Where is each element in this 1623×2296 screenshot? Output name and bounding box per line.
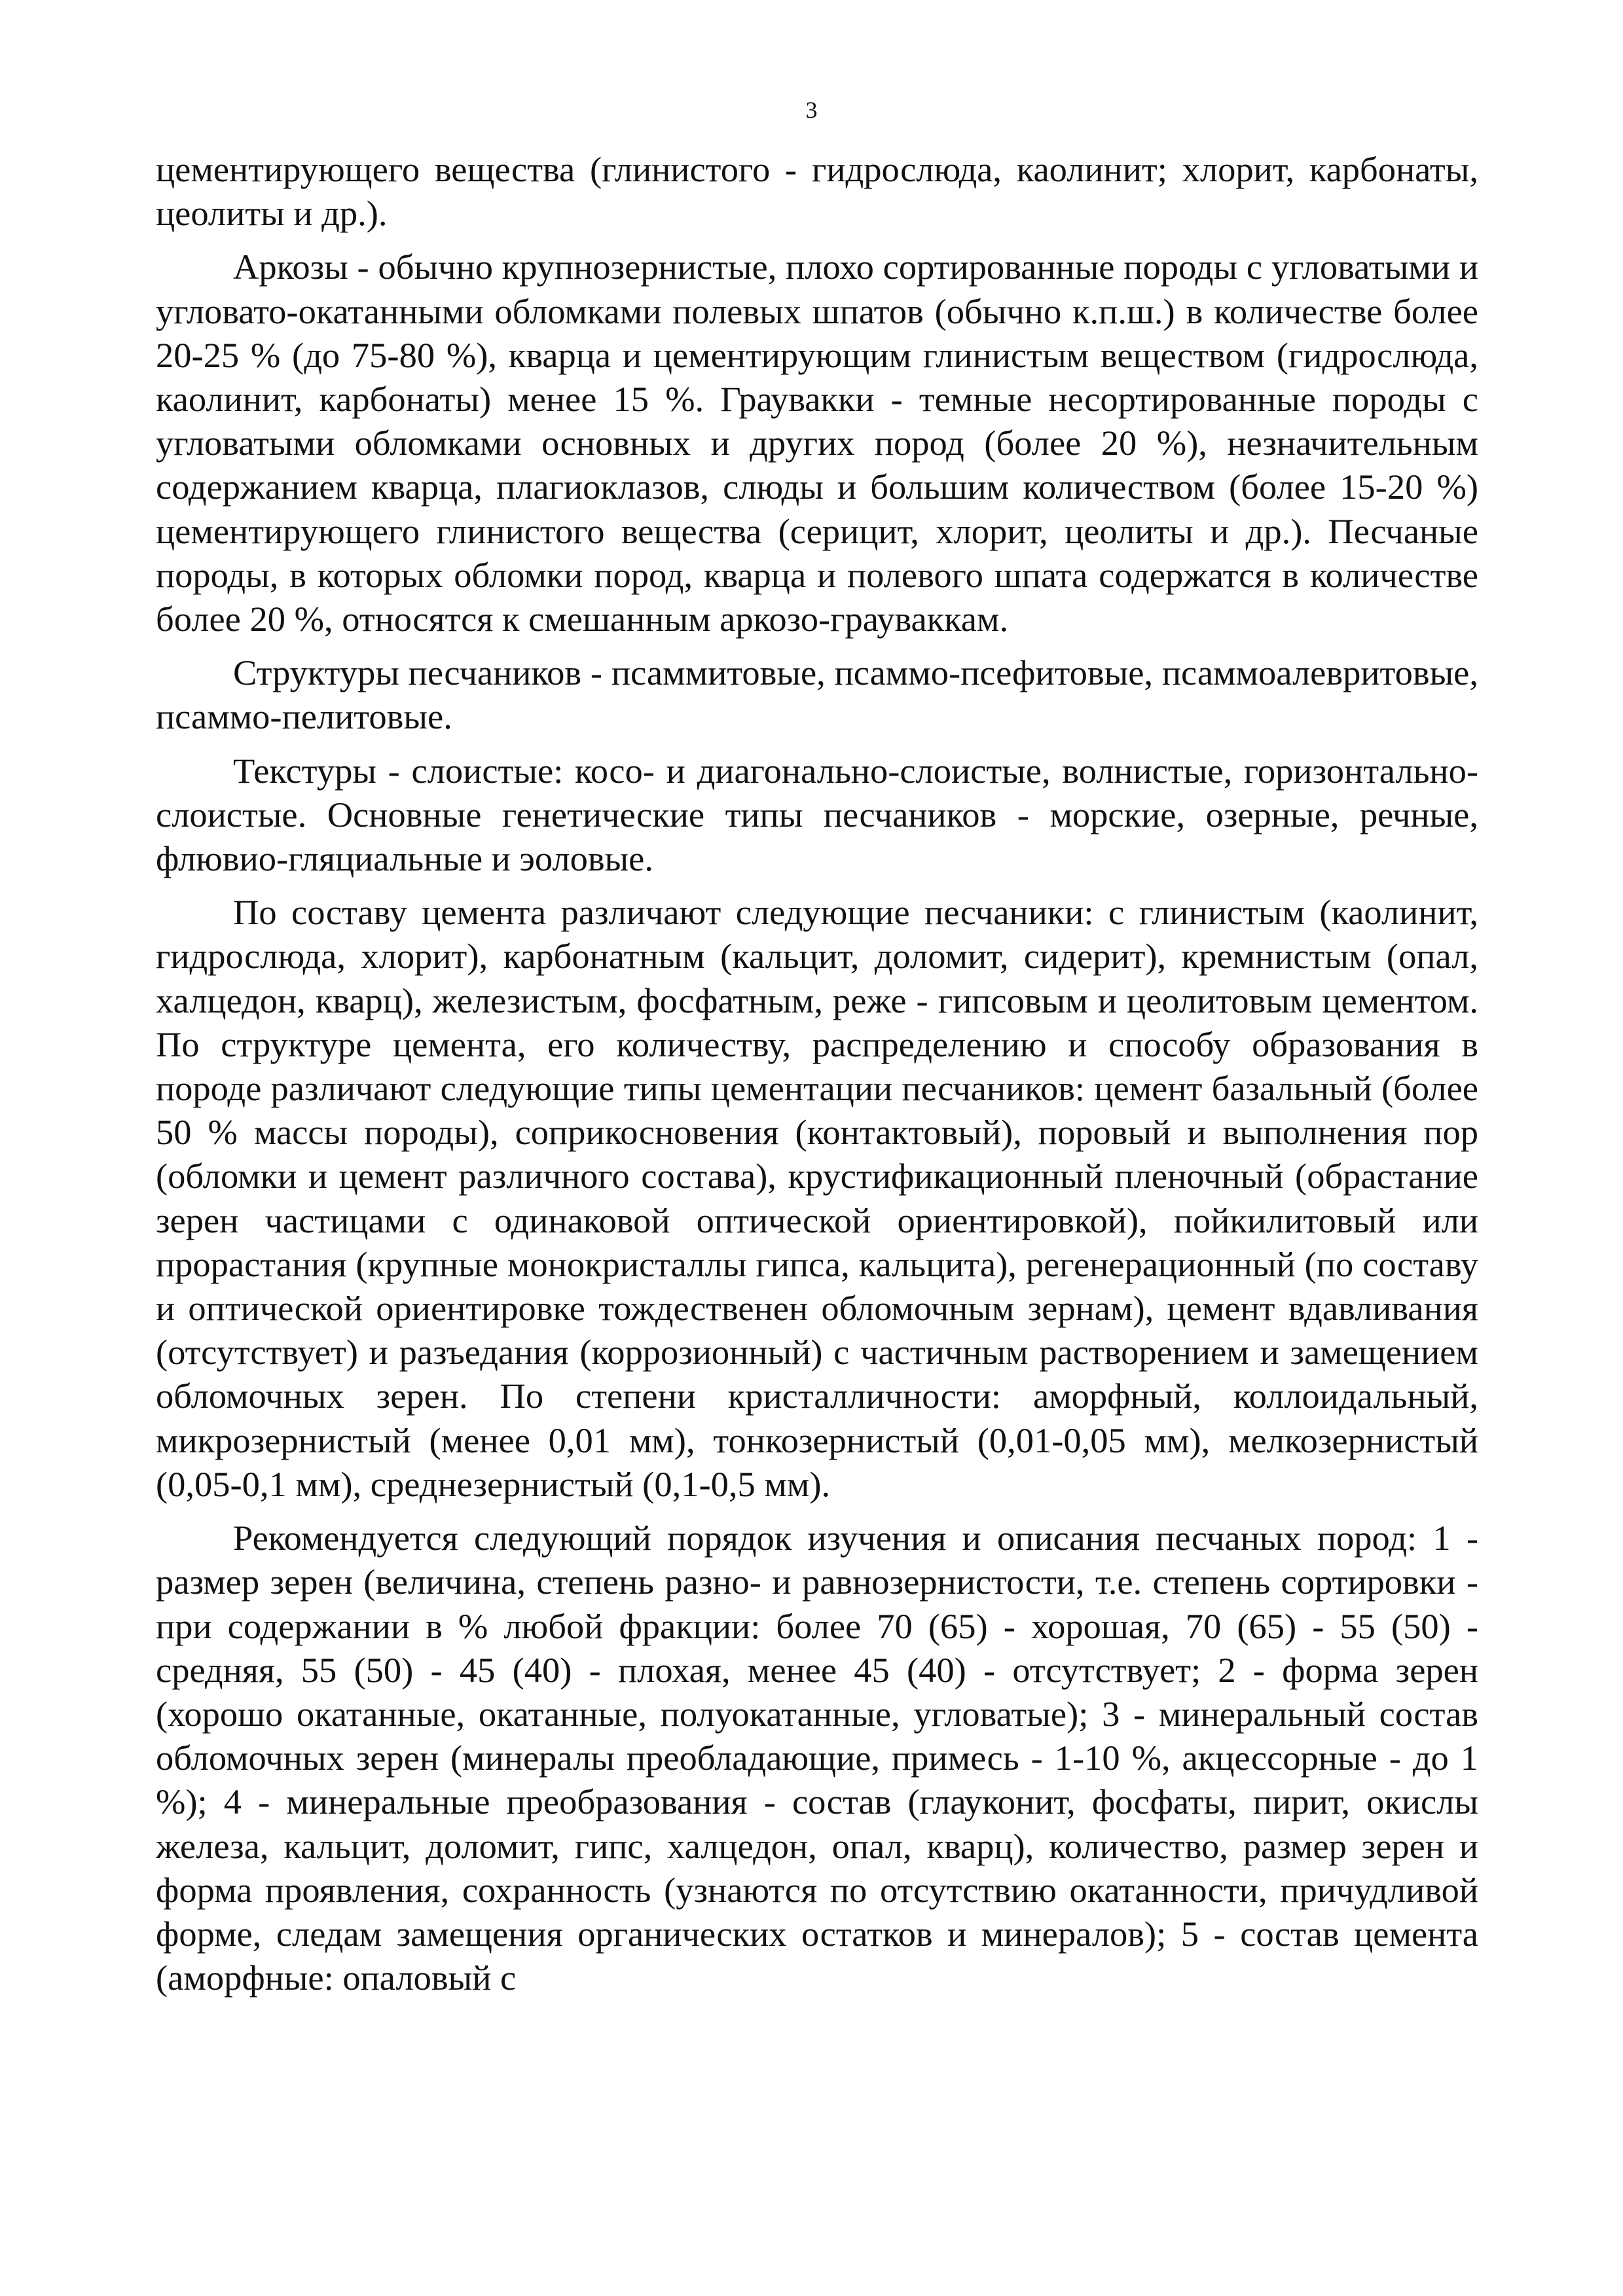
body-text: [156, 147, 1478, 2000]
paragraph-description-procedure: Рекомендуется следующий порядок изучения и описания песчаных пород: 1 - размер зерен (величина, степень разно- и равнозернистости, т.е. степень сортировки - при содержании в % любой фракции: более 70 (65) - хорошая, 70 (65) - 55 (50) - средняя, 55 (50) - 45 (40) - плохая, менее 45 (40) - отсутствует; 2 - форма зерен (хорошо окатанные, окатанные, полуокатанные, угловатые); 3 - минеральный состав обломочных зерен (минералы преобладающие, примесь - 1-10 %, акцессорные - до 1 %); 4 - минеральные преобразования - состав (глауконит, фосфаты, пирит, окислы железа, кальцит, доломит, гипс, халцедон, опал, кварц), количество, размер зерен и форма проявления, сохранность (узнаются по отсутствию окатанности, причудливой форме, следам замещения органических остатков и минералов); 5 - состав цемента (аморфные: опаловый с: [156, 1518, 1478, 1998]
paragraph-arkoses-greywackes: Аркозы - обычно крупнозернистые, плохо сортированные породы с угловатыми и угловато-окатанными обломками полевых шпатов (обычно к.п.ш.) в количестве более 20-25 % (до 75-80 %), кварца и цементирующим глинистым веществом (гидрослюда, каолинит, карбонаты) менее 15 %. Граувакки - темные несортированные породы с угловатыми обломками основных и других пород (более 20 %), незначительным содержанием кварца, плагиоклазов, слюды и большим количеством (более 15-20 %) цементирующего глинистого вещества (серицит, хлорит, цеолиты и др.). Песчаные породы, в которых обломки пород, кварца и полевого шпата содержатся в количестве более 20 %, относятся к смешанным аркозо-грауваккам.: [156, 247, 1478, 639]
paragraph-sandstone-textures: Текстуры - слоистые: косо- и диагонально-слоистые, волнистые, горизонтально-слоистые. Основные генетические типы песчаников - морские, озерные, речные, флювио-гляциальные и эоловые.: [156, 750, 1478, 879]
paragraph-sandstone-structures: Структуры песчаников - псаммитовые, псаммо-псефитовые, псаммоалевритовые, псаммо-пелитовые.: [156, 653, 1478, 737]
paragraph-cement-composition: По составу цемента различают следующие песчаники: с глинистым (каолинит, гидрослюда, хлорит), карбонатным (кальцит, доломит, сидерит), кремнистым (опал, халцедон, кварц), железистым, фосфатным, реже - гипсовым и цеолитовым цементом. По структуре цемента, его количеству, распределению и способу образования в породе различают следующие типы цементации песчаников: цемент базальный (более 50 % массы породы), соприкосновения (контактовый), поровый и выполнения пор (обломки и цемент различного состава), крустификационный пленочный (обрастание зерен частицами с одинаковой оптической ориентировкой), пойкилитовый или прорастания (крупные монокристаллы гипса, кальцита), регенерационный (по составу и оптической ориентировке тождественен обломочным зернам), цемент вдавливания (отсутствует) и разъедания (коррозионный) с частичным растворением и замещением обломочных зерен. По степени кристалличности: аморфный, коллоидальный, микрозернистый (менее 0,01 мм), тонкозернистый (0,01-0,05 мм), мелкозернистый (0,05-0,1 мм), среднезернистый (0,1-0,5 мм).: [156, 892, 1478, 1504]
paragraph-cement-continuation: цементирующего вещества (глинистого - гидрослюда, каолинит; хлорит, карбонаты, цеолиты и др.).: [156, 149, 1478, 234]
page-number: 3: [805, 97, 818, 123]
